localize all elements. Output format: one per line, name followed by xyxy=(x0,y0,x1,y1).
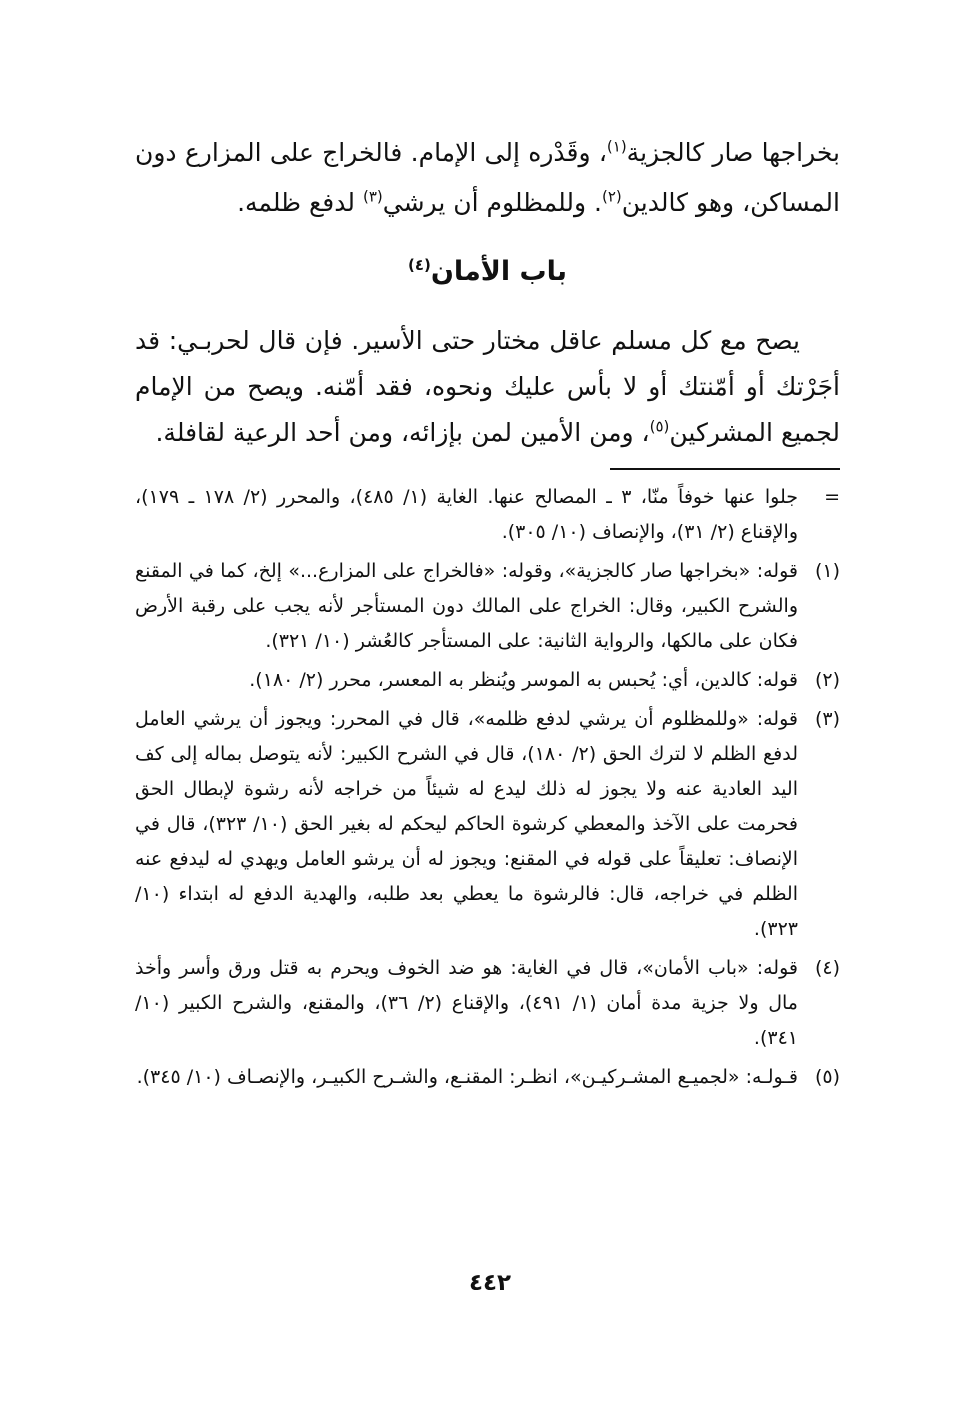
chapter-title: باب الأمان xyxy=(430,256,567,287)
text-segment: يصح مع كل مسلم عاقل مختار حتى الأسير. فإن قال لحربـي: قد أجَرْتك أو أمّنتك أو لا بأس عليك ونحوه، فقد أمّنه. ويصح من الإمام لجميع المشركين xyxy=(135,326,840,447)
footnote-5 xyxy=(135,1060,840,1095)
footnote-3 xyxy=(135,702,840,947)
text-segment: ، وقَدْره إلى الإمام. فالخراج على المزارع دون المساكن، وهو كالدين xyxy=(135,138,840,217)
chapter-paragraph xyxy=(135,318,840,456)
opening-paragraph xyxy=(135,128,840,228)
footnote-1 xyxy=(135,554,840,659)
footnote-reference-4: (٤) xyxy=(408,256,431,274)
footnote-marker: (٣) xyxy=(814,708,840,730)
text-segment: لدفع ظلمه. xyxy=(237,188,363,217)
footnote-marker: = xyxy=(824,486,840,508)
footnote-text: قوله: كالدين، أي: يُحبس به الموسر ويُنظر به المعسر، محرر (٢/ ١٨٠). xyxy=(249,669,798,691)
text-segment: بخراجها صار كالجزية xyxy=(626,138,840,167)
footnote-text: جلوا عنها خوفاً منّا، ٣ ـ المصالح عنها. الغاية (١/ ٤٨٥)، والمحرر (٢/ ١٧٨ ـ ١٧٩)، والإقناع (٢/ ٣١)، والإنصاف (١٠/ ٣٠٥). xyxy=(135,486,798,543)
footnote-marker: (٥) xyxy=(814,1066,840,1088)
footnote-text: قـولـه: «لجميـع المشـركيـن»، انظـر: المقنـع، والشـرح الكبيـر، والإنصـاف (١٠/ ٣٤٥). xyxy=(136,1066,798,1088)
footnotes-section xyxy=(135,480,840,1099)
footnote-reference-3: (٣) xyxy=(362,187,383,206)
footnote-marker: (٤) xyxy=(814,957,840,979)
footnote-continuation xyxy=(135,480,840,550)
footnote-text: قوله: «وللمظلوم أن يرشي لدفع ظلمه»، قال في المحرر: ويجوز أن يرشي العامل لدفع الظلم لا لترك الحق (٢/ ١٨٠)، قال في الشرح الكبير: لأنه يتوصل بماله إلى كف اليد العادية عنه ولا يجوز له ذلك ليدع له شيئاً من خراجه لأنه رشوة لإبطال الحق فحرمت على الآخذ والمعطي كرشوة الحاكم ليحكم له بغير الحق (١٠/ ٣٢٣)، قال في الإنصاف: تعليقاً على قوله في المقنع: ويجوز له أن يرشو العامل ويهدي له ليدفع عنه الظلم في خراجه، قال: فالرشوة ما يعطي بعد طلبه، والهدية الدفع له ابتداء (١٠/ ٣٢٣). xyxy=(135,708,798,940)
footnote-text: قوله: «بخراجها صار كالجزية»، وقوله: «فالخراج على المزارع...» إلخ، كما في المقنع والشرح الكبير، وقال: الخراج على المالك دون المستأجر لأنه يجب على رقبة الأرض فكان على مالكها، والرواية الثانية: على المستأجر كالعُشر (١٠/ ٣٢١). xyxy=(135,560,798,652)
footnote-reference-1: (١) xyxy=(606,137,627,156)
footnote-4 xyxy=(135,951,840,1056)
footnote-2 xyxy=(135,663,840,698)
footnote-reference-2: (٢) xyxy=(601,187,622,206)
text-segment: ، ومن الأمين لمن بإزائه، ومن أحد الرعية لقافلة. xyxy=(155,418,650,447)
page-number: ٤٤٢ xyxy=(468,1270,512,1296)
footnote-text: قوله: «باب الأمان»، قال في الغاية: هو ضد الخوف ويحرم به قتل ورق وأسر وأخذ مال ولا جزية مدة أمان (١/ ٤٩١)، والإقناع (٢/ ٣٦)، والمقنع، والشرح الكبير (١٠/ ٣٤١). xyxy=(135,957,798,1049)
footnote-marker: (٢) xyxy=(814,669,840,691)
footnote-marker: (١) xyxy=(814,560,840,582)
chapter-heading xyxy=(135,252,840,292)
text-segment: . وللمظلوم أن يرشي xyxy=(382,188,602,217)
footnote-separator xyxy=(610,468,840,470)
footnote-reference-5: (٥) xyxy=(649,417,670,436)
